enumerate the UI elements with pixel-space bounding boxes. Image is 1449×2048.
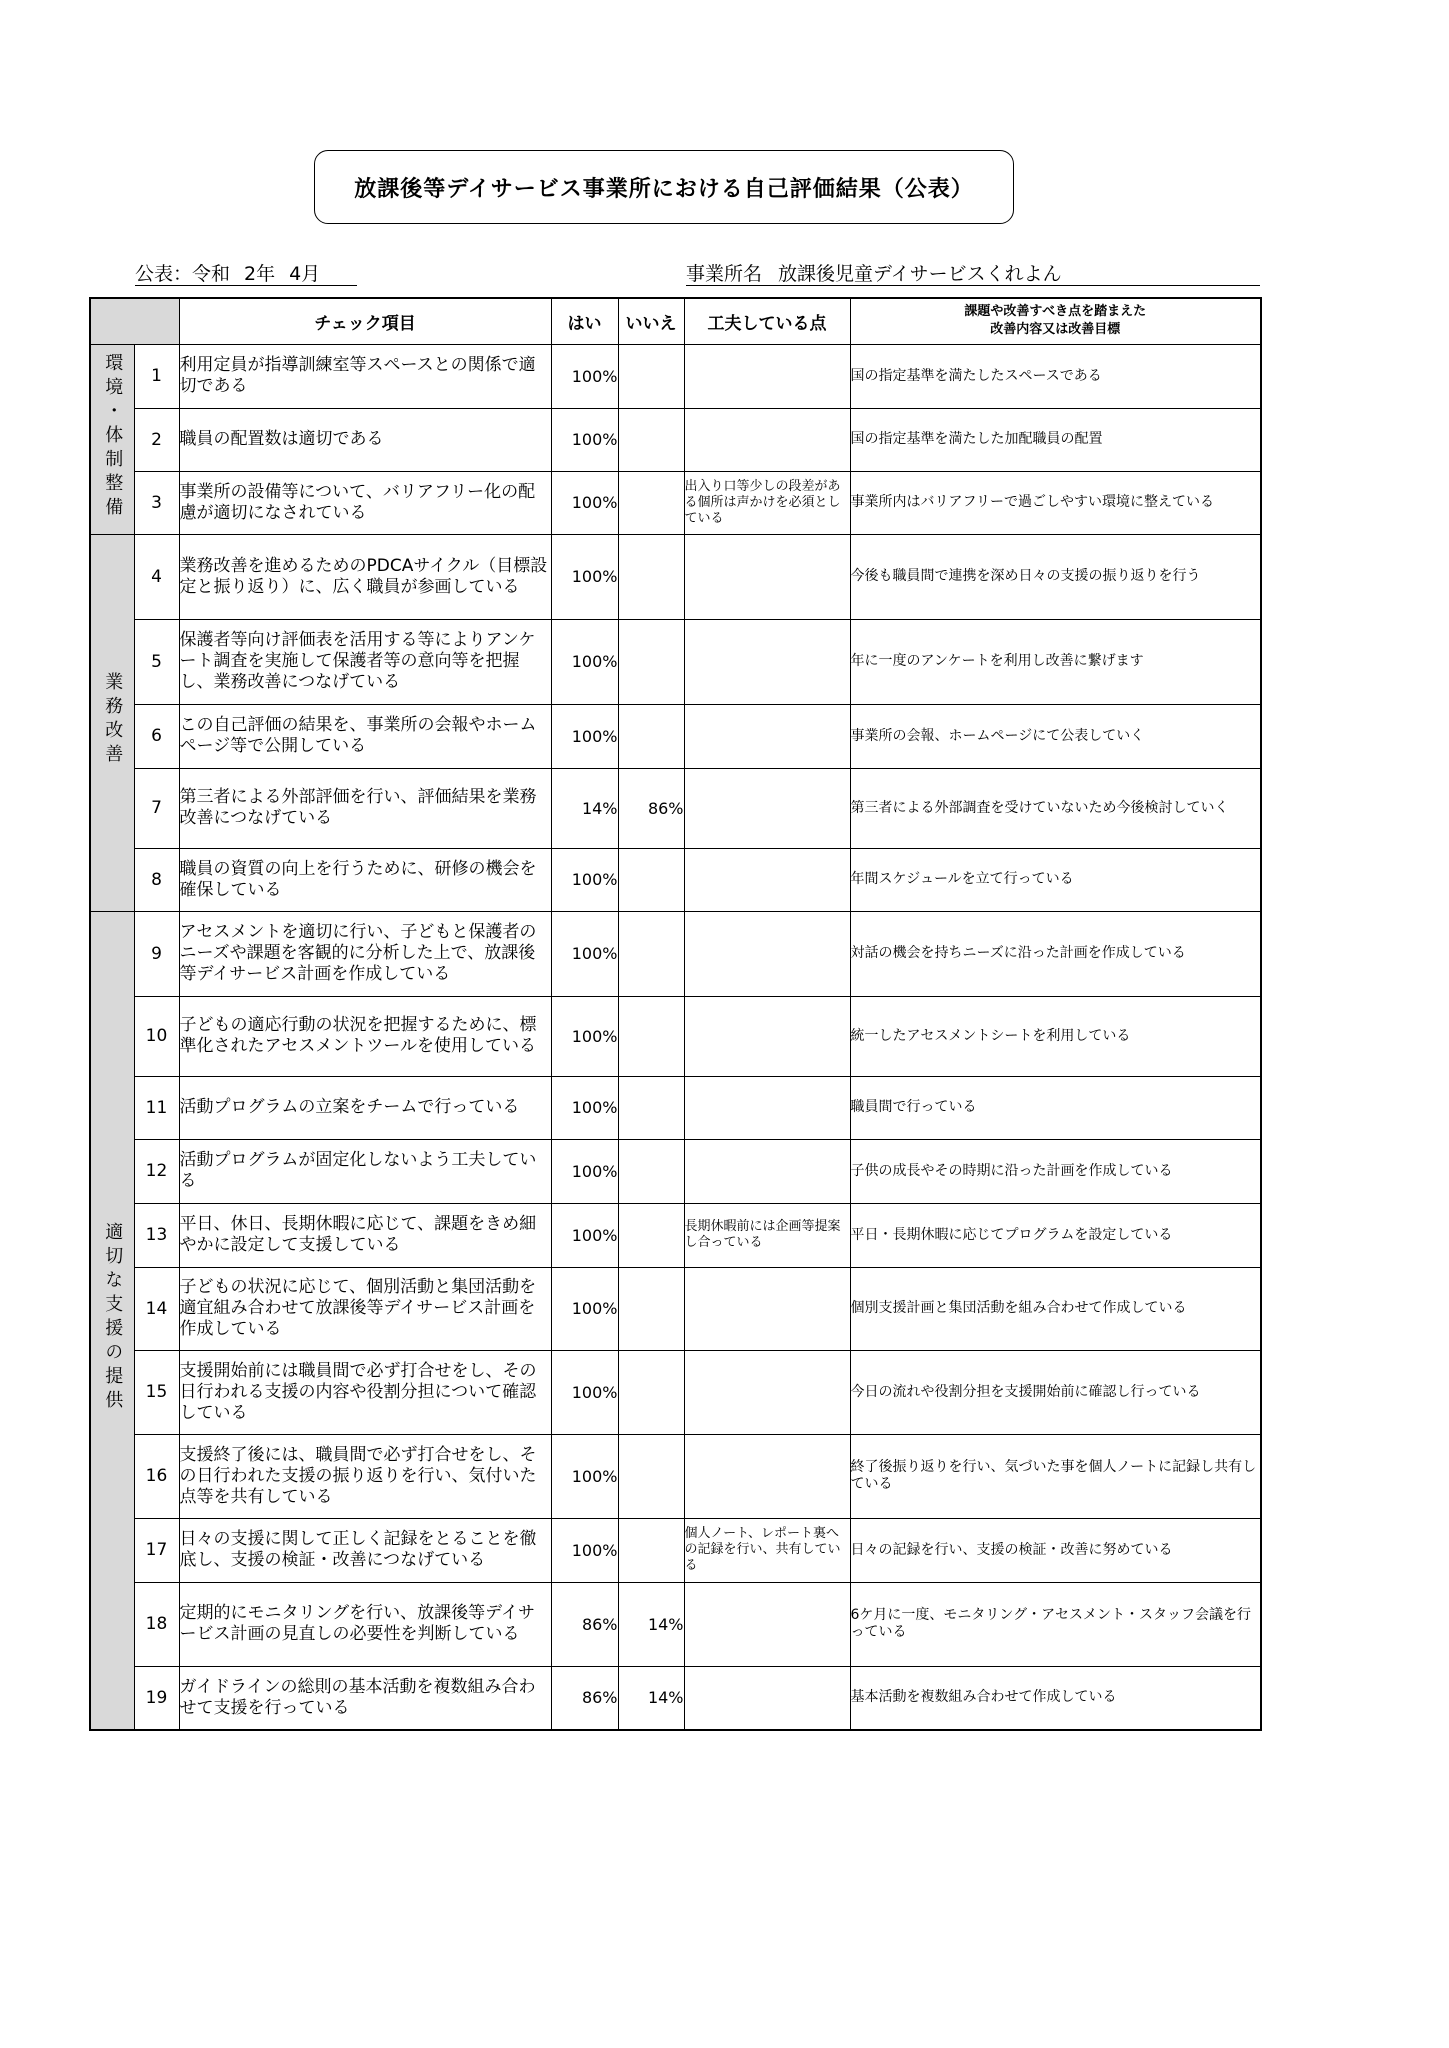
effort-text [684, 996, 850, 1076]
row-number: 19 [134, 1666, 179, 1730]
yes-percent: 14% [551, 768, 618, 848]
no-percent [618, 619, 684, 704]
table-row [90, 996, 1261, 1076]
yes-percent: 100% [551, 1076, 618, 1139]
improvement-goal-text: 対話の機会を持ちニーズに沿った計画を作成している [850, 911, 1261, 996]
row-number: 15 [134, 1350, 179, 1434]
table-row [90, 471, 1261, 534]
table-row [90, 344, 1261, 408]
no-percent [618, 1350, 684, 1434]
yes-percent: 100% [551, 911, 618, 996]
row-number: 7 [134, 768, 179, 848]
effort-text [684, 1434, 850, 1518]
yes-percent: 100% [551, 1203, 618, 1267]
header-yes: はい [551, 298, 618, 344]
yes-percent: 100% [551, 996, 618, 1076]
check-item-text: 平日、休日、長期休暇に応じて、課題をきめ細やかに設定して支援している [179, 1203, 551, 1267]
table-row [90, 911, 1261, 996]
improvement-goal-text: 基本活動を複数組み合わせて作成している [850, 1666, 1261, 1730]
yes-percent: 100% [551, 408, 618, 471]
row-number: 10 [134, 996, 179, 1076]
header-goals-line2: 改善内容又は改善目標 [990, 322, 1121, 338]
no-percent [618, 1267, 684, 1350]
no-percent [618, 534, 684, 619]
no-percent: 86% [618, 768, 684, 848]
header-goals [850, 298, 1261, 344]
check-item-text: 第三者による外部評価を行い、評価結果を業務改善につなげている [179, 768, 551, 848]
no-percent [618, 408, 684, 471]
row-number: 8 [134, 848, 179, 911]
table-row [90, 1518, 1261, 1582]
row-number: 14 [134, 1267, 179, 1350]
improvement-goal-text: 今日の流れや役割分担を支援開始前に確認し行っている [850, 1350, 1261, 1434]
header-goals-line1: 課題や改善すべき点を踏まえた [964, 304, 1147, 320]
no-percent [618, 911, 684, 996]
effort-text [684, 911, 850, 996]
check-item-text: 利用定員が指導訓練室等スペースとの関係で適切である [179, 344, 551, 408]
table-row [90, 1203, 1261, 1267]
improvement-goal-text: 国の指定基準を満たした加配職員の配置 [850, 408, 1261, 471]
effort-text [684, 534, 850, 619]
improvement-goal-text: 子供の成長やその時期に沿った計画を作成している [850, 1139, 1261, 1203]
effort-text [684, 1350, 850, 1434]
check-item-text: 事業所の設備等について、バリアフリー化の配慮が適切になされている [179, 471, 551, 534]
improvement-goal-text: 年間スケジュールを立て行っている [850, 848, 1261, 911]
row-number: 18 [134, 1582, 179, 1666]
effort-text: 長期休暇前には企画等提案し合っている [684, 1203, 850, 1267]
row-number: 5 [134, 619, 179, 704]
improvement-goal-text: 年に一度のアンケートを利用し改善に繋げます [850, 619, 1261, 704]
row-number: 17 [134, 1518, 179, 1582]
table-row [90, 1076, 1261, 1139]
table-row [90, 1139, 1261, 1203]
check-item-text: 支援開始前には職員間で必ず打合せをし、その日行われる支援の内容や役割分担について確認している [179, 1350, 551, 1434]
yes-percent: 100% [551, 1518, 618, 1582]
no-percent [618, 996, 684, 1076]
row-number: 3 [134, 471, 179, 534]
yes-percent: 100% [551, 619, 618, 704]
page-title: 放課後等デイサービス事業所における自己評価結果（公表） [314, 150, 1014, 224]
effort-text [684, 1076, 850, 1139]
yes-percent: 100% [551, 1139, 618, 1203]
header-no: いいえ [618, 298, 684, 344]
improvement-goal-text: 平日・長期休暇に応じてプログラムを設定している [850, 1203, 1261, 1267]
effort-text: 個人ノート、レポート裏への記録を行い、共有している [684, 1518, 850, 1582]
effort-text [684, 344, 850, 408]
check-item-text: 職員の資質の向上を行うために、研修の機会を確保している [179, 848, 551, 911]
check-item-text: 子どもの状況に応じて、個別活動と集団活動を適宜組み合わせて放課後等デイサービス計画を作成している [179, 1267, 551, 1350]
table-row [90, 704, 1261, 768]
check-item-text: 定期的にモニタリングを行い、放課後等デイサービス計画の見直しの必要性を判断している [179, 1582, 551, 1666]
row-number: 6 [134, 704, 179, 768]
no-percent [618, 1203, 684, 1267]
effort-text [684, 848, 850, 911]
evaluation-table [89, 297, 1262, 1731]
check-item-text: 子どもの適応行動の状況を把握するために、標準化されたアセスメントツールを使用している [179, 996, 551, 1076]
improvement-goal-text: 第三者による外部調査を受けていないため今後検討していく [850, 768, 1261, 848]
yes-percent: 86% [551, 1582, 618, 1666]
table-header-row [90, 298, 1261, 344]
no-percent [618, 1139, 684, 1203]
row-number: 12 [134, 1139, 179, 1203]
no-percent [618, 1518, 684, 1582]
table-row [90, 1350, 1261, 1434]
category-cell [90, 344, 134, 534]
improvement-goal-text: 6ケ月に一度、モニタリング・アセスメント・スタッフ会議を行っている [850, 1582, 1261, 1666]
office-label: 事業所名 [686, 263, 763, 285]
improvement-goal-text: 事業所の会報、ホームページにて公表していく [850, 704, 1261, 768]
yes-percent: 100% [551, 1267, 618, 1350]
effort-text [684, 1267, 850, 1350]
header-corner [90, 298, 179, 344]
improvement-goal-text: 事業所内はバリアフリーで過ごしやすい環境に整えている [850, 471, 1261, 534]
yes-percent: 100% [551, 471, 618, 534]
effort-text [684, 1666, 850, 1730]
yes-percent: 100% [551, 704, 618, 768]
category-label: 適切な支援の提供 [102, 1221, 124, 1414]
no-percent [618, 344, 684, 408]
check-item-text: 支援終了後には、職員間で必ず打合せをし、その日行われた支援の振り返りを行い、気付いた点等を共有している [179, 1434, 551, 1518]
no-percent [618, 1434, 684, 1518]
yes-percent: 100% [551, 534, 618, 619]
category-label: 業務改善 [102, 672, 124, 768]
no-percent [618, 1076, 684, 1139]
improvement-goal-text: 統一したアセスメントシートを利用している [850, 996, 1261, 1076]
row-number: 1 [134, 344, 179, 408]
effort-text [684, 704, 850, 768]
table-row [90, 408, 1261, 471]
no-percent [618, 704, 684, 768]
publish-date [135, 259, 357, 286]
header-check-item: チェック項目 [179, 298, 551, 344]
effort-text [684, 768, 850, 848]
improvement-goal-text: 今後も職員間で連携を深め日々の支援の振り返りを行う [850, 534, 1261, 619]
yes-percent: 86% [551, 1666, 618, 1730]
publish-year: 2年 [244, 263, 276, 285]
table-row [90, 848, 1261, 911]
improvement-goal-text: 個別支援計画と集団活動を組み合わせて作成している [850, 1267, 1261, 1350]
check-item-text: 活動プログラムの立案をチームで行っている [179, 1076, 551, 1139]
check-item-text: 保護者等向け評価表を活用する等によりアンケート調査を実施して保護者等の意向等を把握し、業務改善につなげている [179, 619, 551, 704]
effort-text [684, 619, 850, 704]
effort-text [684, 1139, 850, 1203]
row-number: 16 [134, 1434, 179, 1518]
office-name: 放課後児童デイサービスくれよん [778, 263, 1062, 285]
no-percent: 14% [618, 1582, 684, 1666]
effort-text [684, 408, 850, 471]
check-item-text: 業務改善を進めるためのPDCAサイクル（目標設定と振り返り）に、広く職員が参画している [179, 534, 551, 619]
check-item-text: ガイドラインの総則の基本活動を複数組み合わせて支援を行っている [179, 1666, 551, 1730]
row-number: 13 [134, 1203, 179, 1267]
effort-text: 出入り口等少しの段差がある個所は声かけを必須としている [684, 471, 850, 534]
table-row [90, 619, 1261, 704]
table-row [90, 768, 1261, 848]
row-number: 2 [134, 408, 179, 471]
improvement-goal-text: 国の指定基準を満たしたスペースである [850, 344, 1261, 408]
yes-percent: 100% [551, 1350, 618, 1434]
row-number: 11 [134, 1076, 179, 1139]
improvement-goal-text: 日々の記録を行い、支援の検証・改善に努めている [850, 1518, 1261, 1582]
publish-label: 公表：令和 [135, 263, 231, 285]
table-row [90, 1267, 1261, 1350]
table-row [90, 1582, 1261, 1666]
no-percent [618, 848, 684, 911]
no-percent: 14% [618, 1666, 684, 1730]
category-cell [90, 534, 134, 911]
table-row [90, 1434, 1261, 1518]
row-number: 4 [134, 534, 179, 619]
effort-text [684, 1582, 850, 1666]
table-row [90, 534, 1261, 619]
table-row [90, 1666, 1261, 1730]
header-efforts: 工夫している点 [684, 298, 850, 344]
check-item-text: 職員の配置数は適切である [179, 408, 551, 471]
check-item-text: 日々の支援に関して正しく記録をとることを徹底し、支援の検証・改善につなげている [179, 1518, 551, 1582]
yes-percent: 100% [551, 344, 618, 408]
row-number: 9 [134, 911, 179, 996]
category-label: 環境・体制整備 [102, 352, 124, 521]
publish-month: 4月 [289, 263, 321, 285]
no-percent [618, 471, 684, 534]
check-item-text: アセスメントを適切に行い、子どもと保護者のニーズや課題を客観的に分析した上で、放課後等デイサービス計画を作成している [179, 911, 551, 996]
office-name-line [686, 259, 1260, 286]
check-item-text: 活動プログラムが固定化しないよう工夫している [179, 1139, 551, 1203]
yes-percent: 100% [551, 1434, 618, 1518]
check-item-text: この自己評価の結果を、事業所の会報やホームページ等で公開している [179, 704, 551, 768]
category-cell [90, 911, 134, 1730]
improvement-goal-text: 職員間で行っている [850, 1076, 1261, 1139]
yes-percent: 100% [551, 848, 618, 911]
improvement-goal-text: 終了後振り返りを行い、気づいた事を個人ノートに記録し共有している [850, 1434, 1261, 1518]
